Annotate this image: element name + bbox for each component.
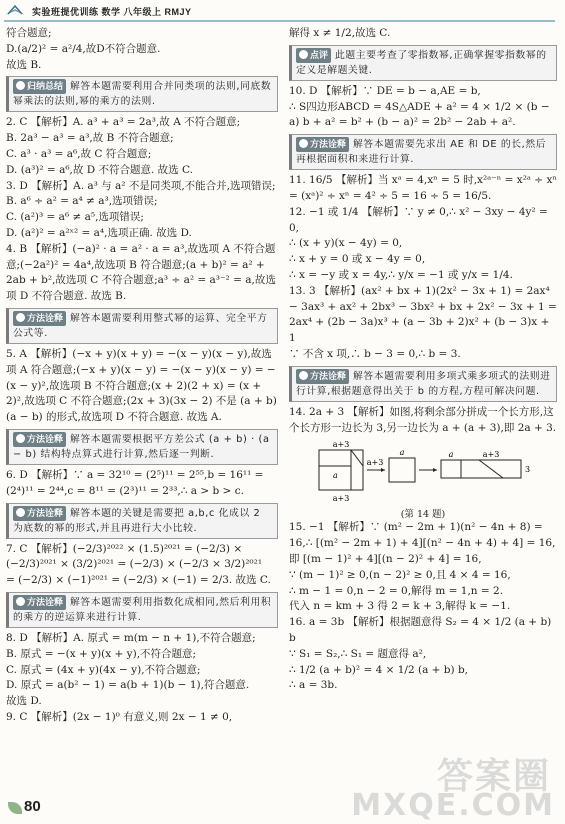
solution-line: 6. D 【解析】∵ a = 32¹⁰ = (2⁵)¹¹ = 2⁵⁵,b = 16¹¹ = (2⁴)¹¹ = 2⁴⁴,c = 8¹¹ = (2³)¹¹ = 2³³,∴ a > b > c.	[6, 468, 264, 497]
watermark-line1: 答案圈	[436, 756, 551, 797]
solution-line: ∵ 不含 x 项,∴ b − 3 = 0,∴ b = 3.	[289, 347, 461, 360]
solution-line: 16. a = 3b 【解析】根据题意得 S₂ = 4 × 1/2 (a + b) b	[289, 616, 552, 644]
note-tag	[296, 137, 349, 152]
solution-line: 15. −1 【解析】∵ (m² − 2m + 1)(n² − 4n + 8) = 16,∴ [(m² − 2m + 1) + 4][(n² − 4n + 4) + 4] = 16,即 [(m − 1)² + 4][(n − 2)² + 4] = 16,	[289, 521, 556, 565]
solution-line: C. a³ · a³ = a⁶,故 C 符合题意;	[6, 147, 152, 160]
solution-line: ∴ x = −y 或 x = 4y,∴ y/x = −1 或 y/x = 1/4.	[289, 268, 513, 281]
note-text: 解答本题的关键是需要把 a,b,c 化成以 2 为底数的幂的形式,并且再进行大小比较.	[13, 507, 261, 534]
solution-line: ∵ S₁ = S₂,∴ S₁ = 题意得 a²,	[289, 647, 427, 660]
note-tag-label: 方法诠释	[310, 370, 347, 381]
note-box	[289, 134, 557, 170]
note-box	[6, 503, 278, 539]
note-text: 解答本题需要利用多项式乘多项式的法则进行计算,根据题意得出关于 b 的方程,方程可解决问题.	[296, 370, 551, 397]
watermark	[351, 754, 559, 823]
note-tag-icon	[16, 313, 25, 322]
solution-line: 10. D 【解析】∵ DE = b − a,AE = b,	[289, 84, 481, 97]
solution-line: D. (a²)² = a²ˣ² = a⁴,选项正确. 故选 D.	[6, 226, 192, 239]
note-tag-icon	[16, 434, 25, 443]
solution-line: B. a⁶ ÷ a² = a⁴ ≠ a³,选项错误;	[6, 195, 158, 208]
header-title: 实验班提优训练 数学 八年级上 RMJY	[32, 7, 192, 17]
solution-line: 7. C 【解析】(−2/3)²⁰²² × (1.5)²⁰²¹ = (−2/3) × (−2/3)²⁰²¹ × (3/2)²⁰²¹ = (−2/3) × (−2/3 × 3/2)²⁰²¹	[6, 542, 263, 571]
figure-caption: (第 14 题)	[400, 509, 446, 521]
solution-line: 3. D 【解析】A. a³ 与 a² 不是同类项,不能合并,选项错误;	[6, 179, 276, 192]
note-tag	[13, 311, 66, 326]
note-tag-label: 方法诠释	[27, 507, 64, 518]
solution-line: ∴ S四边形ABCD = 4S△ADE + a² = 4 × 1/2 × (b − a) b + a² = b² + (b − a)² = 2b² − 2ab + a².	[289, 100, 550, 129]
note-text: 解答本题需要利用整式幂的运算、完全平方公式等.	[13, 312, 268, 339]
note-tag-icon	[299, 50, 308, 59]
solution-line: 故选 B.	[6, 58, 42, 71]
big-square	[319, 450, 363, 490]
solution-line: B. 原式 = −(x + y)(x + y),不符合题意;	[6, 647, 197, 660]
solution-line: D. (a³)² = a⁶,故 D 不符合题意. 故选 C.	[6, 163, 193, 176]
solution-line: D. 原式 = a(b² − 1) = a(b + 1)(b − 1),符合题意.	[6, 679, 250, 692]
note-tag-icon	[16, 81, 25, 90]
solution-line: 9. C 【解析】(2x − 1)⁰ 有意义,则 2x − 1 ≠ 0,	[6, 710, 233, 723]
note-tag-icon	[16, 597, 25, 606]
note-box	[6, 429, 278, 465]
note-text: 此题主要考查了零指数幂,正确掌握零指数幂的定义是解题关键.	[296, 49, 547, 76]
fig-label-a: a	[333, 471, 338, 481]
solution-line: 12. −1 或 1/4 【解析】∵ y ≠ 0,∴ x² − 3xy − 4y² = 0,	[289, 205, 548, 234]
note-text: 解答本题需要利用指数化成相同,然后利用积的乘方的逆运算来进行计算.	[13, 596, 272, 623]
solution-line: ∴ (x + y)(x − 4y) = 0,	[289, 237, 403, 250]
figure-14	[289, 438, 557, 504]
right-column	[289, 26, 557, 694]
figure-14-svg	[289, 438, 557, 504]
solution-line: = (−2/3) × (−1)²⁰²¹ = (−2/3) × (−1) = 2/3. 故选 C.	[6, 574, 271, 587]
note-text: 解答本题需要利用合并同类项的法则,同底数幂乘法的法则,幂的乘方的法则.	[13, 81, 272, 108]
solution-line: 8. D 【解析】A. 原式 = m(m − n + 1),不符合题意;	[6, 631, 256, 644]
note-tag-label: 归纳总结	[27, 81, 64, 92]
note-tag-label: 方法诠释	[27, 433, 64, 444]
fig-label-right-3: 3	[525, 465, 531, 475]
fig-label-right-a: a	[448, 450, 454, 460]
note-box	[6, 308, 278, 344]
solution-line: 11. 16/5 【解析】当 xᵃ = 4,xⁿ = 5 时,x²ᵃ⁻ⁿ = x²ᵃ ÷ xⁿ = (xᵃ)² ÷ xⁿ = 4² ÷ 5 = 16 ÷ 5 = 16/5.	[289, 174, 557, 202]
solution-line: 13. 3 【解析】(ax² + bx + 1)(2x² − 3x + 1) = 2ax⁴ − 3ax³ + ax² + 2bx³ − 3bx² + bx + 2x² − 3x + 1 = 2ax⁴ + (2b − 3a)x³ + (a − 3b + 2)x² + (b − 3)x + 1	[289, 284, 557, 345]
solution-line: ∴ m − 1 = 0,n − 2 = 0,解得 m = 1,n = 2.	[289, 584, 504, 597]
note-box	[6, 76, 278, 112]
fig-label-bottom: a+3	[332, 494, 350, 504]
fig-label-mid-a: a	[399, 448, 405, 458]
watermark-line2: MXQE.COM	[351, 788, 555, 823]
page-number-badge	[4, 796, 44, 818]
page-header	[0, 0, 565, 22]
note-tag-label: 点评	[310, 49, 329, 60]
note-tag-label: 方法诠释	[27, 312, 64, 323]
note-box	[6, 592, 278, 628]
solution-line: 14. 2a + 3 【解析】如图,将剩余部分拼成一个长方形,这个长方形一边长为 3,另一边长为 a + (a + 3),即 2a + 3.	[289, 405, 557, 434]
solution-line: 4. B 【解析】(−a)² · a = a² · a = a³,故选项 A 不符合题意;(−2a²)² = 4a⁴,故选项 B 符合题意;(a + b)² = a² + 2ab + b²,故选项 C 不符合题意;a³ ÷ a² = a³⁻² = a,故选项 D 不符合题意. 故选 B.	[6, 242, 276, 303]
note-tag-icon	[299, 371, 308, 380]
solution-line: 5. A 【解析】(−x + y)(x + y) = −(x − y)(x − y),故选项 A 符合题意;(−x + y)(x − y) = −(x − y)(x − y) = −(x − y)²,故选项 B 不符合题意;(x + 2)(2 + x) = (x + 2)²,故选项 C 不符合题意;(2x + 3)(3x − 2) 不是 (a + b)(a − b) 的形式,故选项 D 不符合题意. 故选 A.	[6, 347, 277, 424]
arrow-1-icon	[381, 468, 385, 472]
fig-label-side: a+3	[366, 458, 384, 468]
left-column	[6, 26, 278, 726]
solution-line: 2. C 【解析】A. a³ + a³ = 2a³,故 A 不符合题意;	[6, 116, 241, 129]
solution-line: B. 2a³ − a³ = a³,故 B 不符合题意;	[6, 132, 174, 145]
note-tag	[296, 369, 349, 384]
long-rect-diag	[479, 460, 503, 478]
solution-line: 符合题意;	[6, 27, 52, 39]
long-rectangle	[441, 460, 521, 478]
solution-line: ∵ (m − 1)² ≥ 0,(n − 2)² ≥ 0,且 4 × 4 = 16,	[289, 568, 511, 581]
fig-label-right-a3: a+3	[482, 450, 500, 460]
book-logo-icon	[4, 3, 26, 18]
note-tag-icon	[299, 139, 308, 148]
note-text: 解答本题需要根据平方差公式 (a + b) · (a − b) 结构特点算式进行计算,然后逐一判断.	[13, 433, 270, 460]
note-tag	[13, 506, 66, 521]
note-tag-label: 方法诠释	[27, 596, 64, 607]
solution-line: ∴ x + y = 0 或 x − 4y = 0,	[289, 253, 426, 266]
leaf-icon	[8, 802, 22, 814]
note-tag	[13, 79, 66, 94]
fig-label-top: a+3	[332, 440, 350, 450]
solution-line: C. (a²)³ = a⁶ ≠ a⁵,选项错误;	[6, 211, 144, 224]
page-number: 80	[24, 798, 41, 815]
solution-line: 解得 x ≠ 1/2,故选 C.	[289, 27, 391, 39]
small-square	[389, 458, 415, 482]
note-box	[289, 45, 557, 81]
note-tag	[296, 48, 331, 63]
note-text: 解答本题需要先求出 AE 和 DE 的长,然后再根据面积和来进行计算.	[296, 139, 547, 166]
arrow-2-icon	[433, 468, 437, 472]
solution-line: D.(a/2)² = a²/4,故D不符合题意.	[6, 42, 161, 55]
solution-line: 故选 D.	[6, 695, 42, 708]
note-tag-icon	[16, 508, 25, 517]
note-tag-label: 方法诠释	[310, 139, 347, 150]
solution-line: ∴ a = 3b.	[289, 679, 338, 692]
solution-line: ∴ 1/2 (a + b)² = 4 × 1/2 (a + b) b,	[289, 663, 469, 676]
note-box	[289, 366, 557, 402]
header-divider	[4, 20, 555, 22]
note-tag	[13, 432, 66, 447]
inner-diag	[351, 450, 363, 466]
note-tag	[13, 595, 66, 610]
solution-line: 代入 n = km + 3 得 2 = k + 3,解得 k = −1.	[289, 600, 511, 613]
solution-line: C. 原式 = (4x + y)(4x − y),不符合题意;	[6, 663, 201, 676]
